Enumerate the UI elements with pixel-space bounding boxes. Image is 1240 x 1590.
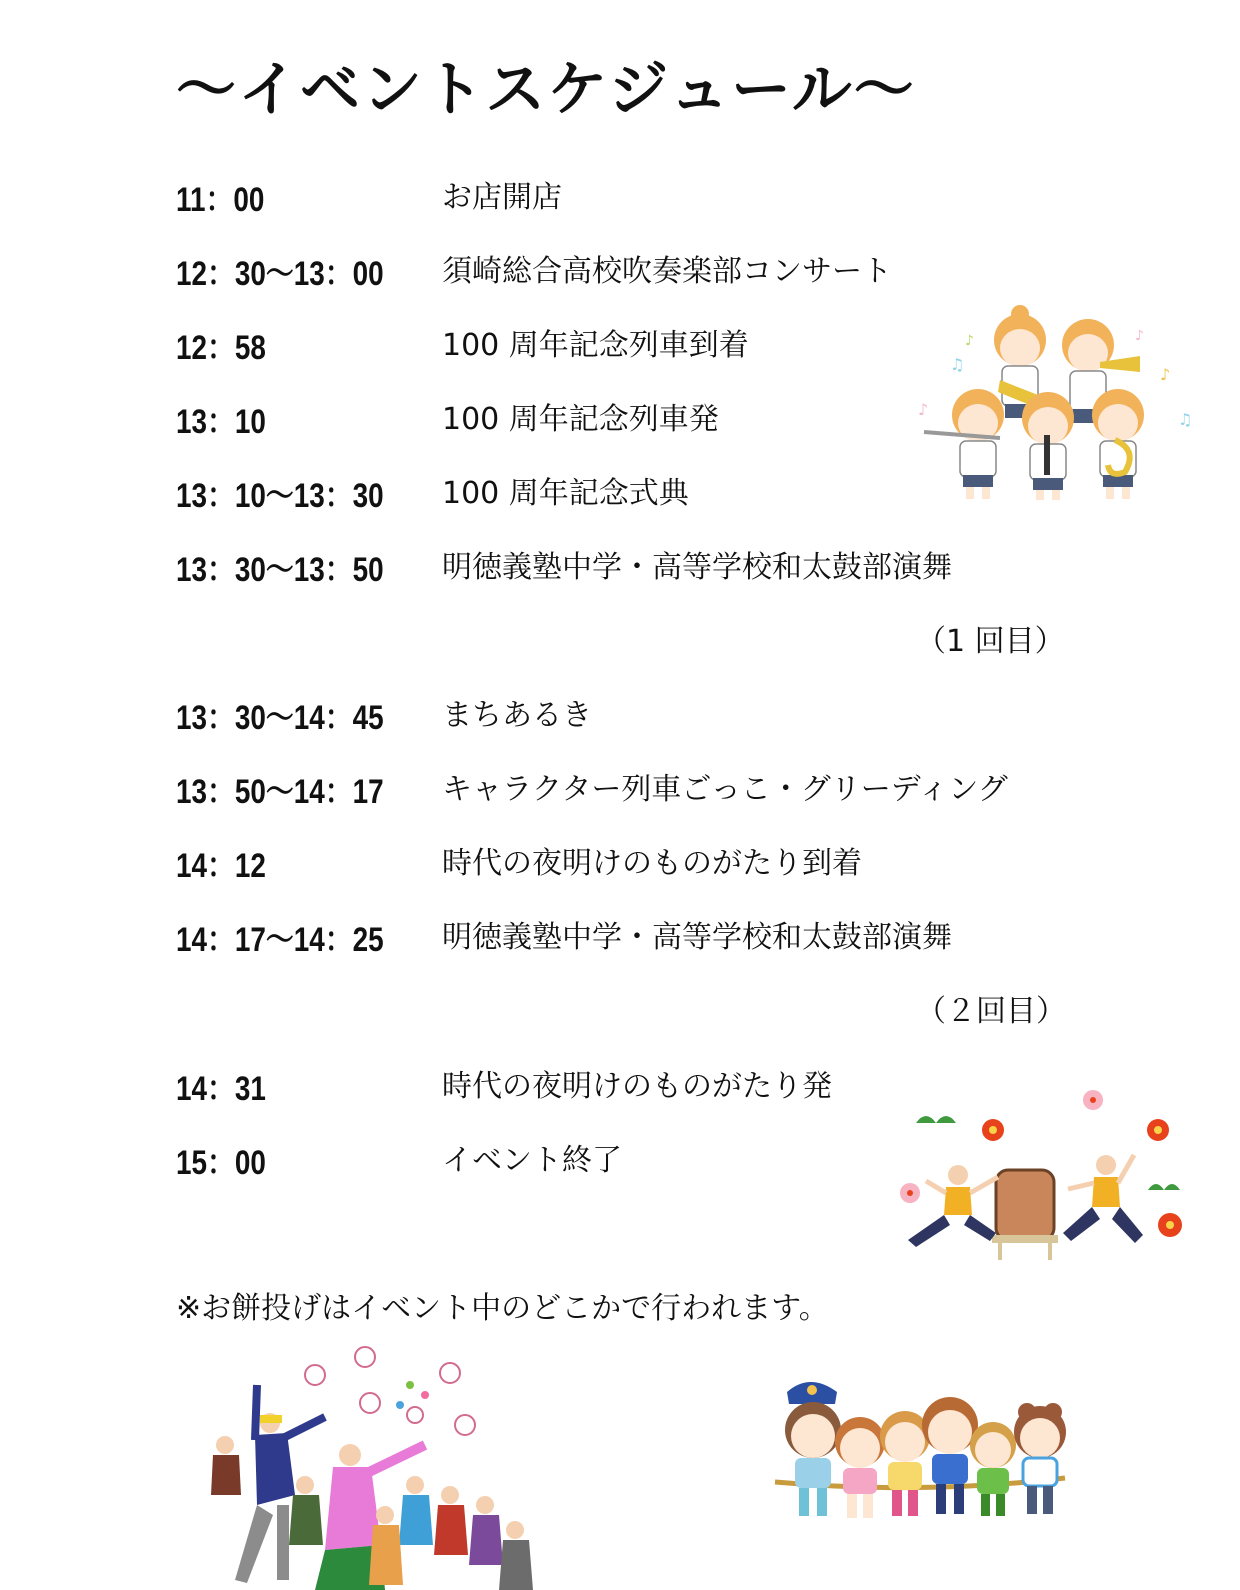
svg-text:♪: ♪ [918,400,929,419]
schedule-event: 明徳義塾中学・高等学校和太鼓部演舞 [442,550,952,585]
schedule-event: まちあるき [442,698,592,733]
schedule-event: 100 周年記念列車発 [442,402,719,437]
schedule-event: キャラクター列車ごっこ・グリーディング [442,772,1008,807]
schedule-event: お店開店 [442,180,562,215]
schedule-time: 14：17～14：25 [176,921,384,959]
schedule-time: 13：30～13：50 [176,551,384,589]
mochi-throwing-crowd-illustration [185,1345,555,1590]
schedule-time: 15：00 [176,1144,266,1182]
schedule-time: 13：10～13：30 [176,477,384,515]
schedule-event: 時代の夜明けのものがたり到着 [442,846,862,881]
page-title: ～イベントスケジュール～ [176,55,916,125]
svg-text:♫: ♫ [950,355,965,374]
schedule-time: 13：50～14：17 [176,773,384,811]
svg-text:♪: ♪ [965,333,974,349]
schedule-time: 11：00 [176,181,265,219]
svg-text:♪: ♪ [1135,328,1144,344]
schedule-event: 時代の夜明けのものがたり発 [442,1069,832,1104]
performance-count-second: （２回目） [916,994,1066,1029]
schedule-event: 100 周年記念式典 [442,476,689,511]
schedule-time: 14：12 [176,847,266,885]
schedule-event: 須崎総合高校吹奏楽部コンサート [442,254,892,289]
mochi-note: ※お餅投げはイベント中のどこかで行われます。 [176,1291,829,1326]
schedule-time: 12：30～13：00 [176,255,384,293]
svg-text:♪: ♪ [1160,365,1171,384]
schedule-event: 100 周年記念列車到着 [442,328,749,363]
schedule-time: 13：30～14：45 [176,699,384,737]
schedule-time: 13：10 [176,403,266,441]
schedule-event: 明徳義塾中学・高等学校和太鼓部演舞 [442,920,952,955]
svg-text:♫: ♫ [1178,410,1193,429]
taiko-drummers-illustration [888,1085,1198,1265]
schedule-event: イベント終了 [442,1143,622,1178]
schedule-time: 12：58 [176,329,266,367]
performance-count-first: （1 回目） [916,624,1065,659]
brass-band-kids-illustration [910,300,1200,505]
schedule-time: 14：31 [176,1070,266,1108]
kids-train-game-illustration [765,1370,1090,1530]
